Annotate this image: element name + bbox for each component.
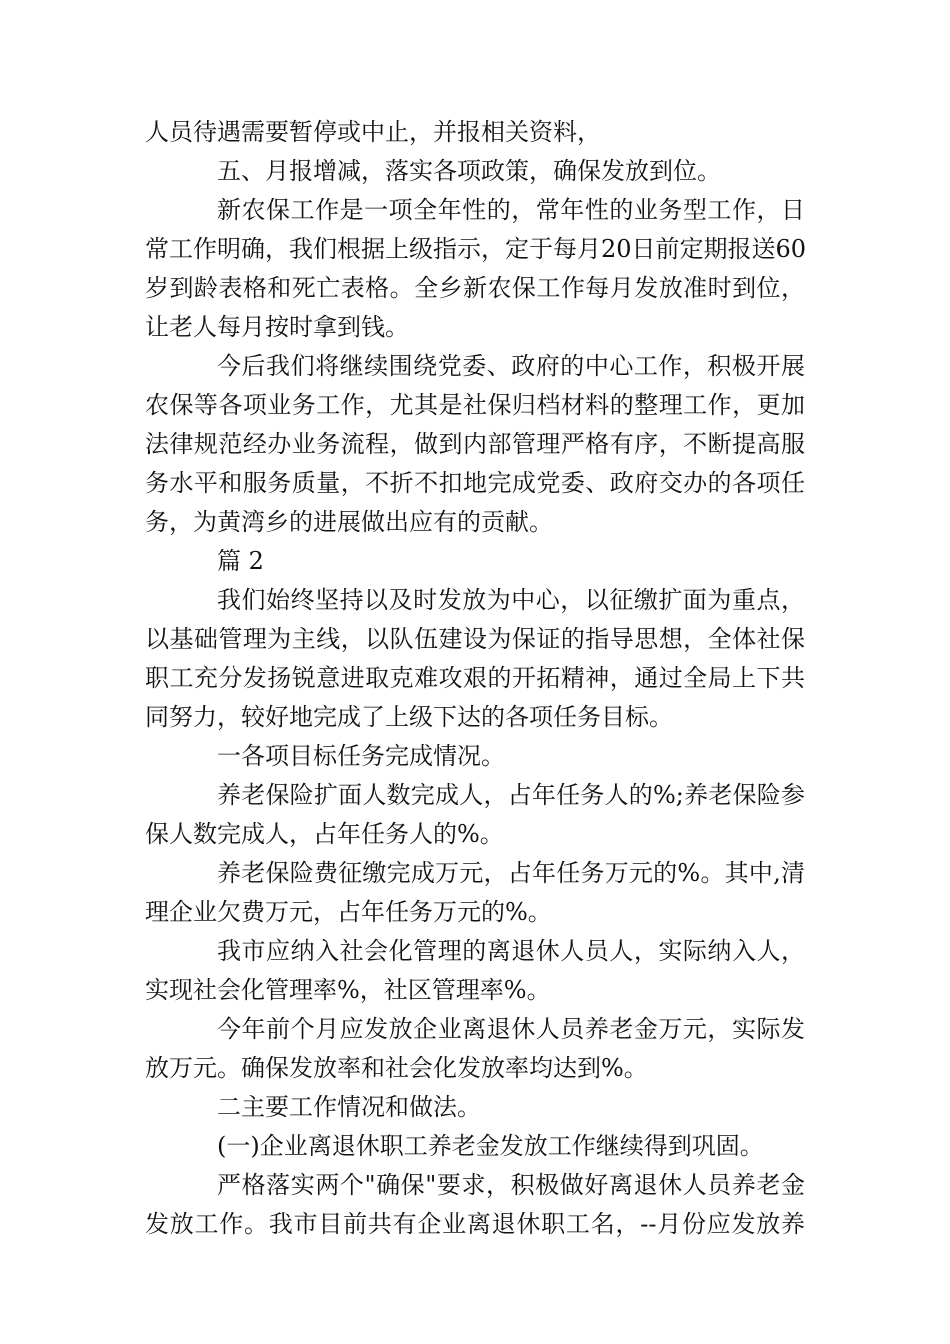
text-line: 今后我们将继续围绕党委、政府的中心工作，积极开展 bbox=[217, 352, 805, 380]
text-line: 发放工作。我市目前共有企业离退休职工名，--月份应发放养 bbox=[145, 1210, 805, 1238]
text-line: 今年前个月应发放企业离退休人员养老金万元，实际发 bbox=[217, 1015, 805, 1043]
text-line: 常工作明确，我们根据上级指示，定于每月20日前定期报送60 bbox=[145, 235, 807, 263]
text-line: 职工充分发扬锐意进取克难攻艰的开拓精神，通过全局上下共 bbox=[145, 664, 805, 692]
text-line: 理企业欠费万元，占年任务万元的%。 bbox=[145, 898, 552, 926]
text-line: 法律规范经办业务流程，做到内部管理严格有序，不断提高服 bbox=[145, 430, 805, 458]
subheading: 一各项目标任务完成情况。 bbox=[217, 742, 505, 770]
text-line: 五、月报增减，落实各项政策，确保发放到位。 bbox=[217, 157, 721, 185]
text-line: 务，为黄湾乡的进展做出应有的贡献。 bbox=[145, 508, 553, 536]
text-line: 养老保险费征缴完成万元，占年任务万元的%。其中,清 bbox=[217, 859, 805, 887]
subheading: (一)企业离退休职工养老金发放工作继续得到巩固。 bbox=[217, 1132, 764, 1160]
text-line: 以基础管理为主线，以队伍建设为保证的指导思想，全体社保 bbox=[145, 625, 805, 653]
text-line: 新农保工作是一项全年性的，常年性的业务型工作，日 bbox=[217, 196, 805, 224]
text-line: 严格落实两个"确保"要求，积极做好离退休人员养老金 bbox=[217, 1171, 805, 1199]
document-body bbox=[145, 113, 805, 1244]
section-heading: 篇 2 bbox=[217, 547, 264, 575]
text-line: 让老人每月按时拿到钱。 bbox=[145, 313, 409, 341]
text-line: 岁到龄表格和死亡表格。全乡新农保工作每月发放准时到位， bbox=[145, 274, 805, 302]
text-line: 务水平和服务质量，不折不扣地完成党委、政府交办的各项任 bbox=[145, 469, 805, 497]
text-line: 我市应纳入社会化管理的离退休人员人，实际纳入人， bbox=[217, 937, 805, 965]
text-line: 人员待遇需要暂停或中止，并报相关资料， bbox=[145, 118, 601, 146]
text-line: 我们始终坚持以及时发放为中心，以征缴扩面为重点， bbox=[217, 586, 805, 614]
subheading: 二主要工作情况和做法。 bbox=[217, 1093, 481, 1121]
text-line: 养老保险扩面人数完成人，占年任务人的%;养老保险参 bbox=[217, 781, 805, 809]
text-line: 保人数完成人，占年任务人的%。 bbox=[145, 820, 504, 848]
text-line: 实现社会化管理率%，社区管理率%。 bbox=[145, 976, 551, 1004]
text-line: 农保等各项业务工作，尤其是社保归档材料的整理工作，更加 bbox=[145, 391, 805, 419]
text-line: 放万元。确保发放率和社会化发放率均达到%。 bbox=[145, 1054, 648, 1082]
text-line: 同努力，较好地完成了上级下达的各项任务目标。 bbox=[145, 703, 673, 731]
